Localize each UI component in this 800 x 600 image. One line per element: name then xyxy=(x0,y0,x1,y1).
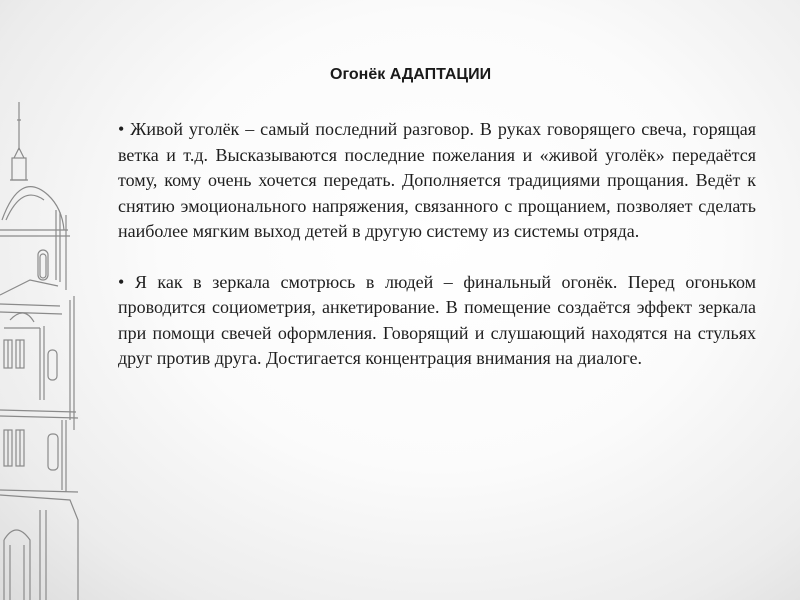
paragraph-living-coal: • Живой уголёк – самый последний разговор. В руках говорящего свеча, горящая ветка и т.д. Высказываются последние пожелания и «живой уголёк» передаётся тому, кому очень хочется передать. Дополняется традициями прощания. Ведёт к снятию эмоционального напряжения, связанного с прощанием, позволяет сделать наиболее мягким выход детей в другую систему из системы отряда. xyxy=(118,119,756,241)
paragraph-mirror: • Я как в зеркала смотрюсь в людей – финальный огонёк. Перед огоньком проводится социометрия, анкетирование. В помещение создаётся эффект зеркала при помощи свечей оформления. Говорящий и слушающий находятся на стульях друг против друга. Достигается концентрация внимания на диалоге. xyxy=(118,271,756,368)
building-sketch-illustration xyxy=(0,100,80,600)
slide-body xyxy=(118,117,756,372)
slide-title: Огонёк АДАПТАЦИИ xyxy=(330,66,492,83)
